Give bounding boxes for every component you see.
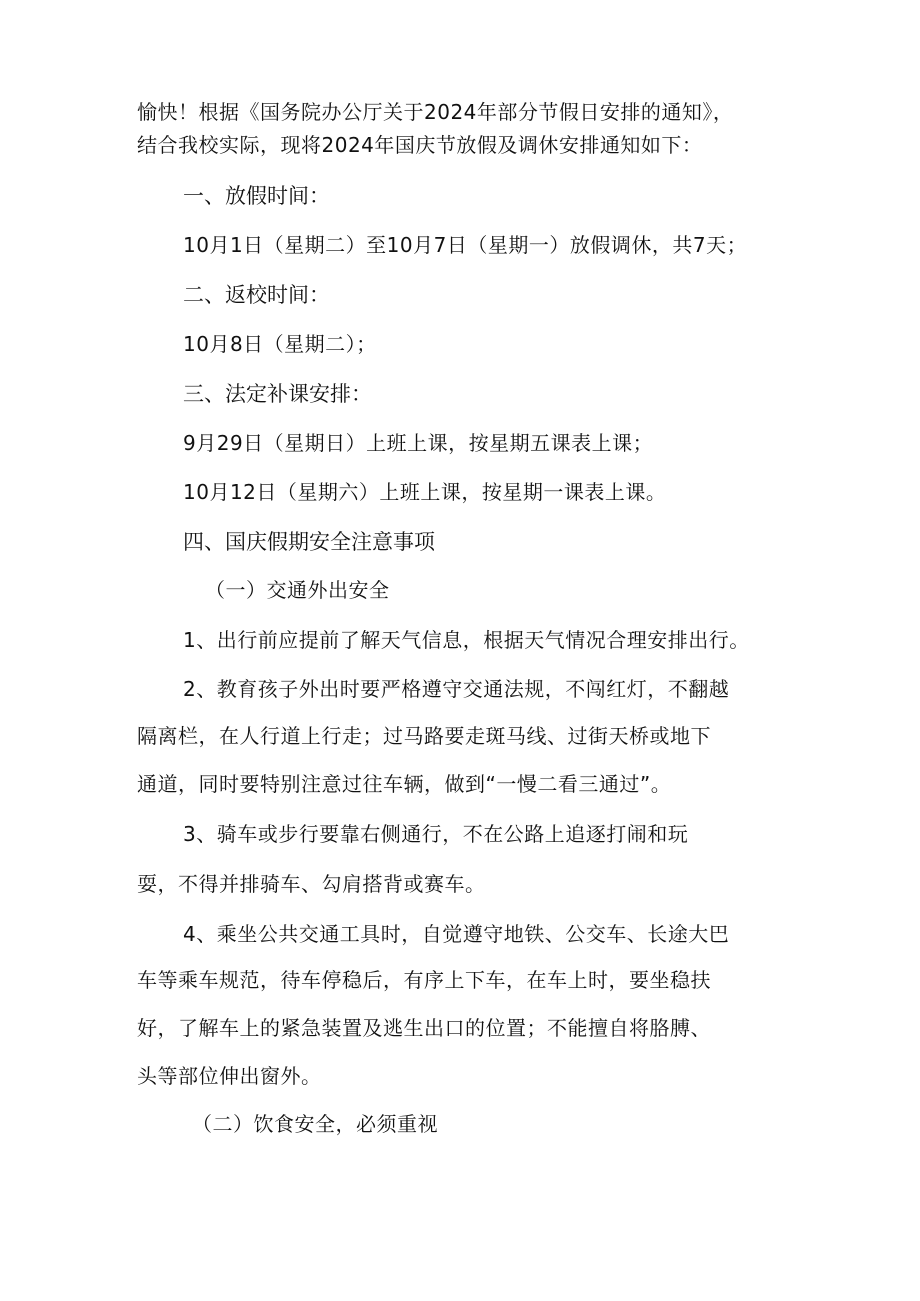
section-2-body: 10月8日（星期二）； bbox=[183, 332, 377, 356]
section-3-title: 三、法定补课安排： bbox=[183, 382, 372, 406]
item-3-line-2: 耍，不得并排骑车、勾肩搭背或赛车。 bbox=[137, 872, 486, 896]
intro-line-1: 愉快！根据《国务院办公厅关于2024年部分节假日安排的通知》， bbox=[137, 100, 734, 124]
section-1-title: 一、放假时间： bbox=[183, 184, 330, 208]
item-1: 1、出行前应提前了解天气信息，根据天气情况合理安排出行。 bbox=[183, 628, 750, 652]
subsection-1-title: （一）交通外出安全 bbox=[205, 578, 390, 602]
item-4-line-1: 4、乘坐公共交通工具时，自觉遵守地铁、公交车、长途大巴 bbox=[183, 922, 730, 946]
section-3-body-2: 10月12日（星期六）上班上课，按星期一课表上课。 bbox=[183, 480, 667, 504]
intro-line-2: 结合我校实际，现将2024年国庆节放假及调休安排通知如下： bbox=[137, 133, 703, 157]
item-2-line-1: 2、教育孩子外出时要严格遵守交通法规，不闯红灯，不翻越 bbox=[183, 677, 730, 701]
item-2-line-2: 隔离栏，在人行道上行走；过马路要走斑马线、过街天桥或地下 bbox=[137, 724, 711, 748]
item-3-line-1: 3、骑车或步行要靠右侧通行，不在公路上追逐打闹和玩 bbox=[183, 822, 689, 846]
item-4-line-4: 头等部位伸出窗外。 bbox=[137, 1064, 322, 1088]
section-1-body: 10月1日（星期二）至10月7日（星期一）放假调休，共7天； bbox=[183, 233, 748, 257]
item-4-line-2: 车等乘车规范，待车停稳后，有序上下车，在车上时，要坐稳扶 bbox=[137, 968, 711, 992]
item-2-line-3: 通道，同时要特别注意过往车辆，做到“一慢二看三通过”。 bbox=[137, 772, 672, 796]
subsection-2-title: （二）饮食安全，必须重视 bbox=[192, 1112, 438, 1136]
item-4-line-3: 好，了解车上的紧急装置及逃生出口的位置；不能擅自将胳膊、 bbox=[137, 1016, 711, 1040]
section-4-title: 四、国庆假期安全注意事项 bbox=[183, 530, 435, 554]
section-2-title: 二、返校时间： bbox=[183, 283, 330, 307]
section-3-body-1: 9月29日（星期日）上班上课，按星期五课表上课； bbox=[183, 431, 654, 455]
